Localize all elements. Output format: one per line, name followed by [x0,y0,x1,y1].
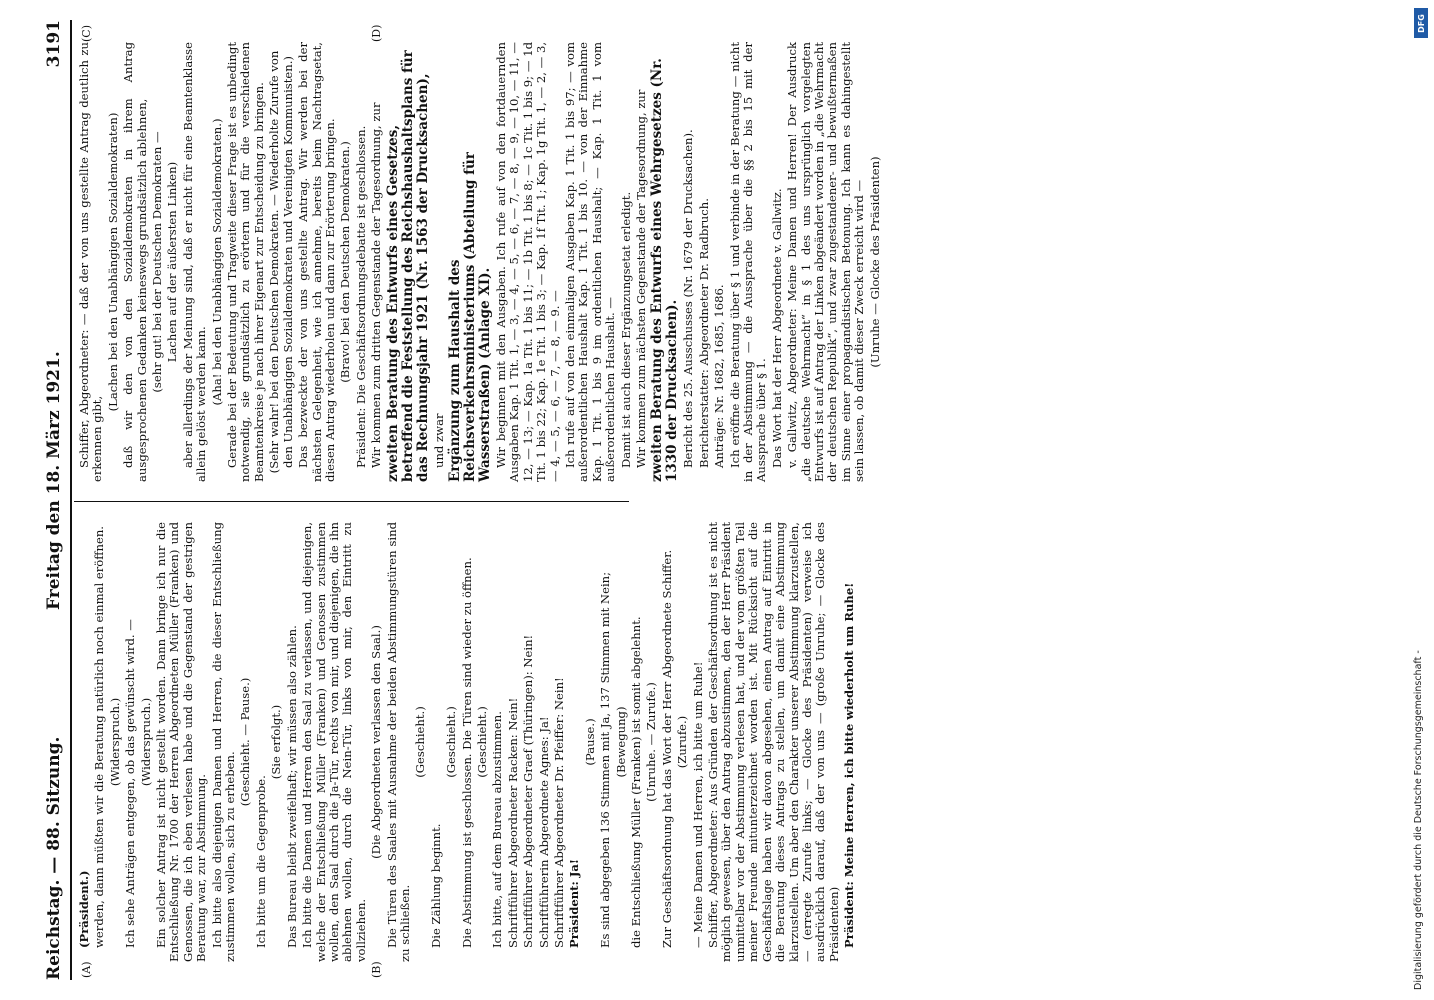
paragraph: (Sehr wahr! bei den Deutschen Demokraten. — Wiederholte Zurufe von den Unabhängigen Sozialdemokraten und Vereinigten Kommunisten.) [267,50,295,474]
paragraph: daß wir den von den Sozialdemokraten in ihrem Antrag ausgesprochenen Gedanken keineswegs grundsätzlich ablehnen, [121,42,149,482]
paragraph: Zur Geschäftsordnung hat das Wort der Herr Abgeordnete Schiffer. [659,549,674,948]
paragraph: Ich eröffne die Beratung über § 1 und verbinde in der Beratung — nicht in der Abstimmung — die Aussprache über die §§ 2 bis 15 mit der Aussprache über § 1. [727,42,769,482]
paragraph: Lachen auf der äußersten Linken) [165,161,180,363]
paragraph: Wir kommen zum nächsten Gegenstande der Tagesordnung, zur [634,89,648,468]
column-divider [74,501,629,502]
paragraph: Ich bitte also diejenigen Damen und Herren, die dieser Entschließung zustimmen wollen, sich zu erheben. [209,522,238,962]
paragraph: Damit ist auch dieser Ergänzungsetat erledigt. [618,191,633,468]
paragraph: (Geschieht. — Pause.) [238,677,253,807]
paragraph: Ich rufe auf von den einmaligen Ausgaben Kap. 1 Tit. 1 bis 97; — vom außerordentlichen Haushalt Kap. 1 Tit. 1 bis 10. — von der Einnahme Kap. 1 Tit. 1 bis 9 im ordentlichen Haushalt; — Kap. 1 Tit. 1 vom außerordentlichen Haushalt. — [562,42,618,482]
paragraph: v. Gallwitz, Abgeordneter: Meine Damen und Herren! Der Ausdruck „die deutsche Wehrmacht“ in § 1 des uns ursprünglich vorgelegten Entwurfs ist auf Antrag der Linken abgeändert worden in „die Wehrmacht der deutschen Republik“, und zwar zugestandener- und bewußtermaßen im Sinne einer propagandistischen Betonung. Ich kann es dahingestellt sein lassen, ob damit dieser Zweck erreicht wird — [785,42,867,482]
paragraph: Ich bitte um die Gegenprobe. [253,775,268,948]
paragraph: (Geschieht.) [474,706,489,778]
paragraph: Die Abstimmung ist geschlossen. Die Türen sind wieder zu öffnen. [459,557,474,948]
paragraph: (Präsident.) [77,870,91,948]
paragraph: Wir beginnen mit den Ausgaben. Ich rufe auf von den fortdauernden Ausgaben Kap. 1 Tit. 1, — 3, — 4, — 5, — 6, — 7, — 8, — 9, — 10, — 11, — 12, — 13; — Kap. 1a Tit. 1 bis 11; — 1b Tit. 1 bis 8; — 1c Tit. 1 bis 9; — 1d Tit. 1 bis 22; Kap. 1e Tit. 1 bis 3; — Kap. 1f Tit. 1; Kap. 1g Tit. 1, — 2, — 3, — 4, — 5, — 6, — 7, — 8, — 9. — [493,42,562,482]
paragraph: Es sind abgegeben 136 Stimmen mit Ja, 137 Stimmen mit Nein; [598,571,613,948]
paragraph: Präsident: Meine Herren, ich bitte wiederholt um Ruhe! [842,582,857,948]
paragraph: die Entschließung Müller (Franken) ist somit abgelehnt. [629,616,644,948]
paragraph: Berichterstatter: Abgeordneter Dr. Radbruch. [696,198,711,468]
paragraph: (Geschieht.) [444,706,459,778]
paragraph: Bericht des 25. Ausschusses (Nr. 1679 der Drucksachen). [681,129,696,468]
paragraph: Ergänzung zum Haushalt des Reichsverkehrsministeriums (Abteilung für Wasserstraßen) (Anlage XI). [446,152,493,482]
paragraph: Schriftführer Abgeordneter Graef (Thüringen): Nein! [521,634,536,948]
paragraph: (Widerspruch.) [138,697,153,787]
paragraph: Wir kommen zum dritten Gegenstande der Tagesordnung, zur [369,102,384,468]
paragraph: Schiffer, Abgeordneter: Aus Gründen der Geschäftsordnung ist es nicht möglich gewesen, über den Antrag abzustimmen, den der Herr Präsident unmittelbar vor der Abstimmung verlesen hat, und der vom größten Teil meiner Freunde mitunterzeichnet worden ist. Mit Rücksicht auf die Geschäftslage haben wir davon abgesehen, einen Antrag auf Eintritt in die Beratung dieses Antrags zu stellen, um damit eine Abstimmung klarzustellen. Um aber den Charakter unserer Abstimmung klarzustellen, — (erregte Zurufe links; — Glocke des Präsidenten) verweise ich ausdrücklich darauf, daß der von uns — (große Unruhe; — Glocke des Präsidenten) [706,522,841,962]
rotated-page [40,0,1385,980]
paragraph: (Die Abgeordneten verlassen den Saal.) [369,625,384,859]
paragraph: Gerade bei der Bedeutung und Tragweite dieser Frage ist es unbedingt notwendig, sie grundsätzlich zu erörtern und für die verschiedenen Beamtenkreise je nach ihrer Eigenart zur Entscheidung zu bringen. [225,42,266,482]
margin-marker-c: (C) [80,25,93,42]
paragraph: zweiten Beratung des Entwurfs eines Wehrgesetzes (Nr. 1330 der Drucksachen). [649,58,681,482]
paragraph: Schriftführer Abgeordneter Racken: Nein! [505,697,520,948]
paragraph: Schriftführerin Abgeordnete Agnes: Ja! [536,716,551,948]
paragraph: — Meine Damen und Herren, ich bitte um Ruhe! [690,661,705,948]
paragraph: Das Bureau bleibt zweifelhaft; wir müssen also zählen. [284,625,299,948]
header-date: Freitag den 18. März 1921. [44,351,64,610]
paragraph: Die Zählung beginnt. [428,823,443,948]
paragraph: (Bewegung) [613,706,628,778]
paragraph: (Pause.) [582,718,597,766]
margin-marker-a: (A) [80,961,93,978]
paragraph: (Bravo! bei den Deutschen Demokraten.) [338,141,353,383]
header-rule [70,20,72,980]
paragraph: werden, dann müßten wir die Beratung natürlich noch einmal eröffnen. [92,526,107,948]
paragraph: Das bezweckte der von uns gestellte Antrag. Wir werden bei der nächsten Gelegenheit, wie ich annehme, bereits beim Nachtragsetat, diesen Antrag wiederholen und dann zur Erörterung bringen. [296,42,337,482]
paragraph: Schiffer, Abgeordneter: — daß der von uns gestellte Antrag deutlich zu erkennen gibt, [77,42,105,482]
left-column [78,522,859,962]
paragraph: Präsident: Die Geschäftsordnungsdebatte ist geschlossen. [353,125,368,468]
paragraph: Ich bitte, auf dem Bureau abzustimmen. [490,711,505,948]
paragraph: Ich bitte die Damen und Herren den Saal zu verlassen, und diejenigen, welche der Entschließung Müller (Franken) und Genossen zustimmen wollen, den Saal durch die Ja-Tür, rechts von mir, und diejenigen, die ihn ablehnen wollen, durch die Nein-Tür, links von mir, den Eintritt zu vollziehen. [300,522,368,962]
margin-marker-d: (D) [370,24,383,42]
paragraph: Ich sehe Anträgen entgegen, ob das gewünscht wird. — [123,619,138,948]
right-column [78,42,884,482]
paragraph: zweiten Beratung des Entwurfs eines Gesetzes, betreffend die Feststellung des Reichshaushaltsplans für das Rechnungsjahr 1921 (Nr. 1563 der Drucksachen), [384,50,431,482]
dfg-logo: DFG [1414,8,1428,38]
paragraph: Schriftführer Abgeordneter Dr. Pfeiffer: Nein! [552,677,566,948]
page-header [40,20,70,980]
paragraph: und zwar [431,413,446,468]
paragraph: (Unruhe — Glocke des Präsidenten) [867,156,882,368]
page-number: 3191 [44,20,64,68]
paragraph: Anträge: Nr. 1682, 1685, 1686. [712,284,727,468]
paragraph: Die Türen des Saales mit Ausnahme der beiden Abstimmungstüren sind zu schließen. [384,522,412,962]
paragraph: (Widerspruch.) [107,697,122,787]
paragraph: (Aha! bei den Unabhängigen Sozialdemokraten.) [209,118,224,406]
paragraph: (Lachen bei den Unabhängigen Sozialdemokraten) [105,112,120,412]
paragraph: (Geschieht.) [413,706,428,778]
paragraph: (sehr gut! bei der Deutschen Demokraten — [150,131,165,393]
paragraph: (Unruhe. — Zurufe.) [644,682,659,802]
paragraph: (Sie erfolgt.) [269,704,284,780]
paragraph: Ein solcher Antrag ist nicht gestellt worden. Dann bringe ich nur die Entschließung Nr. 1700 der Herren Abgeordneten Müller (Franken) und Genossen, die ich eben verlesen habe und die Gegenstand der gestrigen Beratung war, zur Abstimmung. [154,522,209,962]
digitization-note: Digitalisierung gefördert durch die Deutsche Forschungsgemeinschaft - [1413,650,1424,990]
paragraph: (Zurufe.) [675,715,690,769]
paragraph: Präsident: Ja! [567,859,582,948]
header-left: Reichstag. — 88. Sitzung. [44,736,64,980]
margin-marker-b: (B) [370,961,383,978]
paragraph: aber allerdings der Meinung sind, daß er nicht für eine Beamtenklasse allein gelöst werden kann. [180,42,209,482]
paragraph: Das Wort hat der Herr Abgeordnete v. Gallwitz. [769,188,784,468]
